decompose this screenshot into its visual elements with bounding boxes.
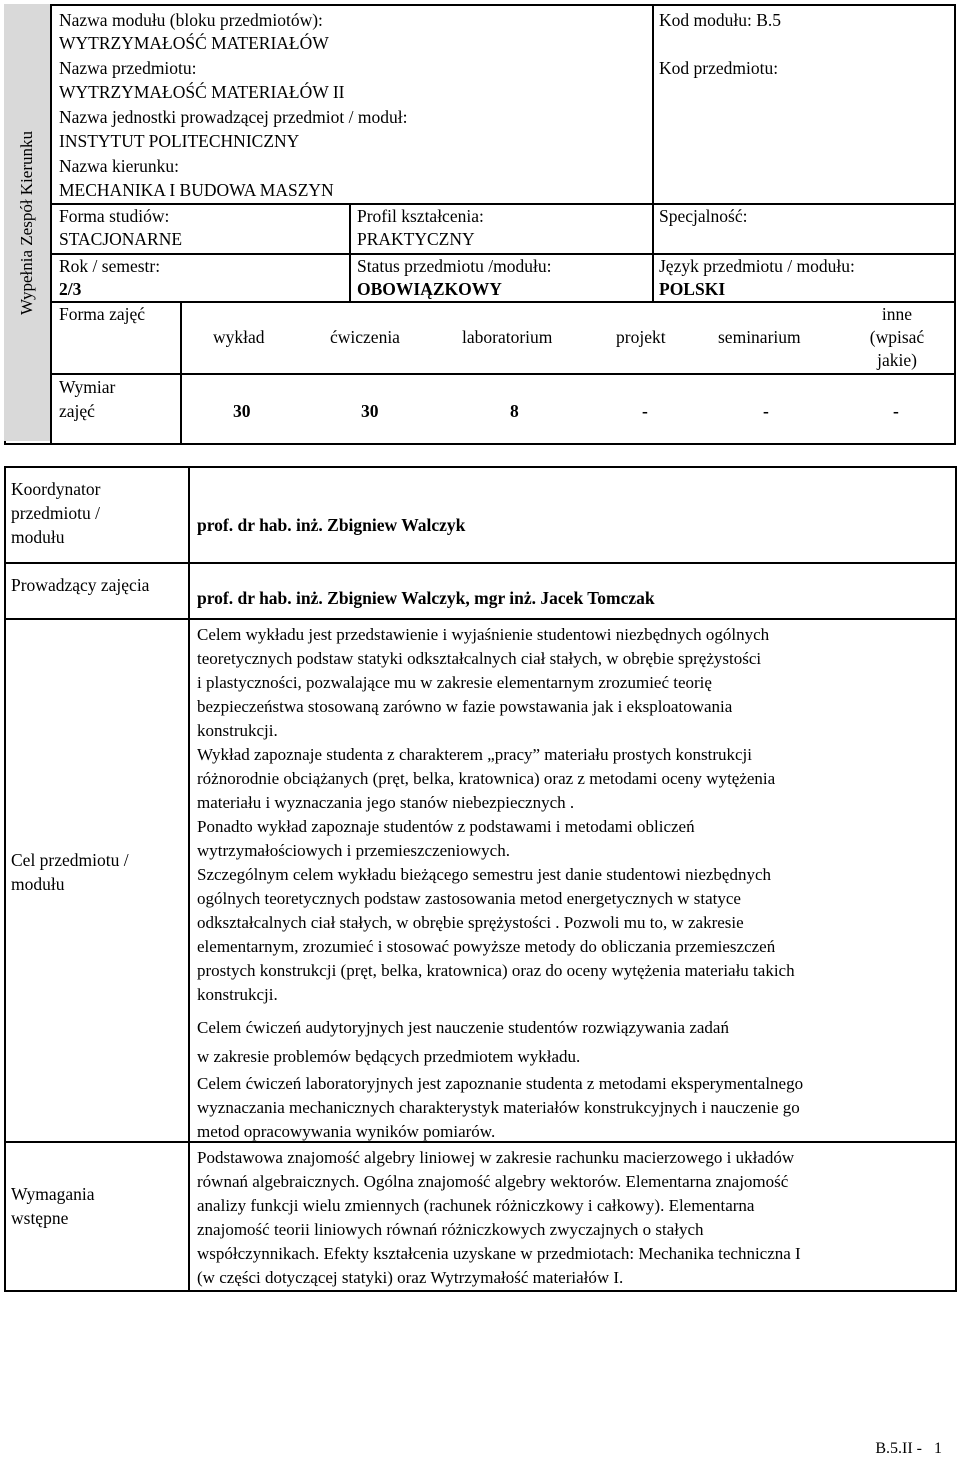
language-value: POLSKI: [659, 279, 726, 299]
divider: [50, 373, 956, 375]
hours-seminar: -: [763, 401, 769, 421]
teachers-value: prof. dr hab. inż. Zbigniew Walczyk, mgr inż. Jacek Tomczak: [197, 588, 655, 608]
divider: [50, 253, 956, 255]
class-header-project: projekt: [616, 327, 666, 347]
goal-paragraph: Celem ćwiczeń laboratoryjnych jest zapoznanie studenta z metodami eksperymentalnego wyznaczania mechanicznych charakterystyk materiałów konstrukcyjnych i nauczenie go metod opracowywania wyników pomiarów.: [197, 1074, 804, 1141]
teachers-label: Prowadzący zajęcia: [11, 575, 150, 595]
year-value: 2/3: [59, 279, 82, 299]
goal-paragraph: Szczególnym celem wykładu bieżącego semestru jest danie studentowi niezbędnych ogólnych teoretycznych podstaw zastosowania metod energetycznych w statyce odkształcalnych ciał stałych, w obrębie sprężystości . Pozwoli mu to, w zakresie elementarnym, zrozumieć i stosować powyższe metody do obliczania przemieszczeń prostych konstrukcji (pręt, belka, kratownica) oraz do oceny wytężenia materiału takich konstrukcji.: [197, 865, 795, 1004]
module-value: WYTRZYMAŁOŚĆ MATERIAŁÓW: [59, 33, 329, 53]
specialty-label: Specjalność:: [659, 206, 748, 226]
hours-label-1: Wymiar: [59, 377, 116, 397]
class-form-label: Forma zajęć: [59, 304, 145, 324]
goal-paragraph: Celem wykładu jest przedstawienie i wyjaśnienie studentowi niezbędnych ogólnych teoretycznych podstaw statyki odkształcalnych ciał stałych, w obrębie sprężystości i plastyczności, pozwalające mu w zakresie elementarnym zrozumieć teorię bezpieczeństwa stosowaną zarówno w fazie powstawania jak i eksploatowania konstrukcji.: [197, 625, 770, 740]
coordinator-label: Koordynator przedmiotu / modułu: [11, 479, 101, 547]
class-header-laboratory: laboratorium: [462, 327, 553, 347]
hours-label-2: zajęć: [59, 401, 95, 421]
page-footer: B.5.II - 1: [875, 1440, 942, 1457]
class-header-seminar: seminarium: [718, 327, 801, 347]
profile-label: Profil kształcenia:: [357, 206, 484, 226]
divider: [50, 203, 956, 205]
subject-label: Nazwa przedmiotu:: [59, 58, 197, 78]
class-header-lecture: wykład: [213, 327, 265, 347]
divider: [4, 562, 957, 564]
divider: [50, 4, 52, 445]
requirements-text: Podstawowa znajomość algebry liniowej w zakresie rachunku macierzowego i układów równań algebraicznych. Ogólna znajomość algebry wektorów. Elementarna znajomość analizy funkcji wielu zmiennych (rachunek różniczkowy i całkowy). Elementarna znajomość teorii liniowych równań różniczkowych zwyczajnych o stałych współczynnikach. Efekty kształcenia uzyskane w przedmiotach: Mechanika techniczna I (w części dotyczącej statyki) oraz Wytrzymałość materiałów I.: [197, 1148, 801, 1287]
study-form-value: STACJONARNE: [59, 229, 183, 249]
divider: [188, 466, 190, 1292]
side-label: [4, 4, 50, 441]
subject-code: Kod przedmiotu:: [659, 58, 779, 78]
goal-label: Cel przedmiotu / modułu: [11, 850, 129, 894]
divider: [349, 203, 351, 301]
divider: [50, 301, 956, 303]
year-label: Rok / semestr:: [59, 256, 161, 276]
unit-label: Nazwa jednostki prowadzącej przedmiot / moduł:: [59, 107, 408, 127]
hours-exercises: 30: [361, 401, 379, 421]
class-header-other-1: inne: [881, 304, 913, 324]
goal-paragraph: Celem ćwiczeń audytoryjnych jest nauczenie studentów rozwiązywania zadań w zakresie problemów będących przedmiotem wykładu.: [197, 1018, 729, 1066]
hours-project: -: [642, 401, 648, 421]
subject-value: WYTRZYMAŁOŚĆ MATERIAŁÓW II: [59, 82, 345, 102]
divider: [652, 4, 654, 301]
requirements-label: Wymagania wstępne: [11, 1184, 95, 1228]
study-form-label: Forma studiów:: [59, 206, 170, 226]
status-value: OBOWIĄZKOWY: [357, 279, 502, 299]
hours-laboratory: 8: [510, 401, 519, 421]
unit-value: INSTYTUT POLITECHNICZNY: [59, 131, 300, 151]
class-header-exercises: ćwiczenia: [330, 327, 400, 347]
goal-paragraph: Ponadto wykład zapoznaje studentów z podstawami i metodami obliczeń wytrzymałościowych i przemieszczeniowych.: [197, 817, 695, 860]
class-header-other-2: (wpisać: [869, 327, 925, 347]
class-header-other-3: jakie): [877, 350, 917, 370]
hours-lecture: 30: [233, 401, 251, 421]
module-code: Kod modułu: B.5: [659, 10, 782, 30]
side-label-text: Wypełnia Zespół Kierunku: [16, 130, 36, 315]
status-label: Status przedmiotu /modułu:: [357, 256, 552, 276]
coordinator-value: prof. dr hab. inż. Zbigniew Walczyk: [197, 515, 466, 535]
direction-value: MECHANIKA I BUDOWA MASZYN: [59, 180, 334, 200]
module-label: Nazwa modułu (bloku przedmiotów):: [59, 10, 323, 30]
direction-label: Nazwa kierunku:: [59, 156, 180, 176]
hours-other: -: [893, 401, 899, 421]
profile-value: PRAKTYCZNY: [357, 229, 475, 249]
divider: [180, 301, 182, 445]
goal-paragraph: Wykład zapoznaje studenta z charakterem „pracy” materiału prostych konstrukcji różnorodnie obciążanych (pręt, belka, kratownica) oraz z metodami oceny wytężenia materiału i wyznaczania jego stanów niebezpiecznych .: [197, 745, 776, 812]
divider: [4, 618, 957, 620]
language-label: Język przedmiotu / modułu:: [659, 256, 855, 276]
